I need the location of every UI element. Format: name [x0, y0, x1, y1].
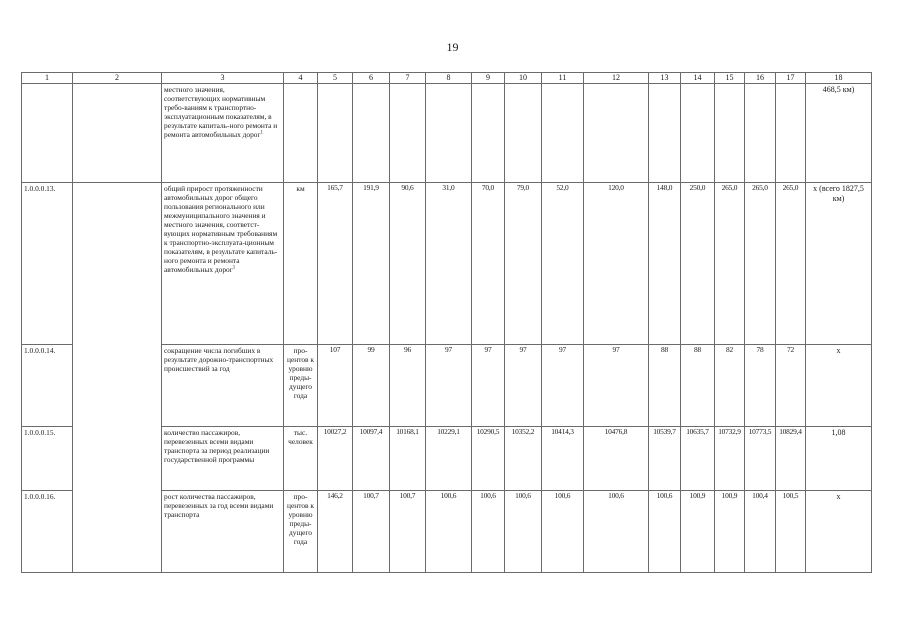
total-value: х [806, 490, 872, 572]
table-row [22, 182, 872, 344]
indicator-value: 107 [318, 344, 353, 426]
indicator-value: 250,0 [681, 182, 715, 344]
indicator-value: 97 [584, 344, 649, 426]
indicator-value: 10097,4 [353, 426, 390, 490]
indicator-value: 10829,4 [776, 426, 806, 490]
footnote-marker: 1 [260, 130, 264, 136]
indicator-value: 100,6 [472, 490, 505, 572]
indicator-value: 96 [390, 344, 426, 426]
column-number: 3 [162, 73, 284, 84]
indicator-id: 1.0.0.0.14. [22, 344, 73, 426]
indicator-value: 100,5 [776, 490, 806, 572]
column-number: 18 [806, 73, 872, 84]
indicator-value [390, 83, 426, 182]
indicator-value: 97 [542, 344, 584, 426]
indicator-value: 191,9 [353, 182, 390, 344]
indicator-value: 78 [745, 344, 776, 426]
indicator-id: 1.0.0.0.13. [22, 182, 73, 344]
column-number: 14 [681, 73, 715, 84]
column-number: 5 [318, 73, 353, 84]
column-number: 11 [542, 73, 584, 84]
indicator-value: 10539,7 [649, 426, 681, 490]
indicator-value [426, 83, 472, 182]
indicator-value: 90,6 [390, 182, 426, 344]
column-number: 9 [472, 73, 505, 84]
indicator-value: 10027,2 [318, 426, 353, 490]
indicator-value: 100,6 [584, 490, 649, 572]
indicator-description [162, 182, 284, 344]
description-text: рост количества пассажиров, перевезенных за год всеми видами транспорта [164, 491, 274, 519]
indicator-value [715, 83, 745, 182]
indicator-value: 70,0 [472, 182, 505, 344]
unit-of-measure: про-центов к уровню преды-дущего года [284, 344, 318, 426]
indicator-value: 265,0 [715, 182, 745, 344]
indicator-value: 10290,5 [472, 426, 505, 490]
indicator-value: 97 [505, 344, 542, 426]
indicator-value: 10732,9 [715, 426, 745, 490]
column-number: 2 [73, 73, 162, 84]
indicator-value: 79,0 [505, 182, 542, 344]
column-number: 4 [284, 73, 318, 84]
indicator-value: 100,6 [649, 490, 681, 572]
indicator-value [745, 83, 776, 182]
indicator-description [162, 490, 284, 572]
indicator-value: 100,6 [505, 490, 542, 572]
indicator-value [472, 83, 505, 182]
indicator-value: 100,7 [390, 490, 426, 572]
indicator-value [542, 83, 584, 182]
description-text: количество пассажиров, перевезенных всеми видами транспорта за период реализации государственной программы [164, 427, 270, 464]
indicator-value: 10635,7 [681, 426, 715, 490]
indicator-value: 265,0 [776, 182, 806, 344]
indicator-value [681, 83, 715, 182]
indicator-value: 10352,2 [505, 426, 542, 490]
indicator-value [505, 83, 542, 182]
indicator-value: 31,0 [426, 182, 472, 344]
indicator-id: 1.0.0.0.15. [22, 426, 73, 490]
indicator-value: 100,9 [681, 490, 715, 572]
indicator-value: 52,0 [542, 182, 584, 344]
indicator-value: 72 [776, 344, 806, 426]
column-number: 8 [426, 73, 472, 84]
indicator-value: 82 [715, 344, 745, 426]
page-number: 19 [446, 40, 459, 54]
indicator-id: 1.0.0.0.16. [22, 490, 73, 572]
indicator-description [162, 344, 284, 426]
indicator-description [162, 83, 284, 182]
column-number-header [22, 73, 872, 84]
description-text: общий прирост протяженности автомобильных дорог общего пользования регионального или межмуниципального значения и местного значения, соответст-вующих нормативным требованиям к транспортно-эксплуата-ционным показателям, в результате капиталь-ного ремонта и ремонта автомобильных дорог [164, 183, 278, 275]
indicator-value: 88 [681, 344, 715, 426]
indicator-value [584, 83, 649, 182]
indicators-table [21, 72, 872, 573]
indicator-value: 148,0 [649, 182, 681, 344]
indicator-value: 100,4 [745, 490, 776, 572]
unit-of-measure: км [284, 182, 318, 344]
indicator-value [353, 83, 390, 182]
column-number: 12 [584, 73, 649, 84]
footnote-marker: 1 [232, 265, 236, 271]
indicator-value: 146,2 [318, 490, 353, 572]
indicator-value: 99 [353, 344, 390, 426]
indicator-value: 100,6 [426, 490, 472, 572]
indicator-value: 120,0 [584, 182, 649, 344]
indicator-value: 10773,5 [745, 426, 776, 490]
indicator-value: 88 [649, 344, 681, 426]
indicator-value: 97 [426, 344, 472, 426]
unit-of-measure: про-центов к уровню преды-дущего года [284, 490, 318, 572]
indicator-id [22, 83, 73, 182]
column-number: 6 [353, 73, 390, 84]
unit-of-measure [284, 83, 318, 182]
indicator-value: 100,6 [542, 490, 584, 572]
row-col-2-cell [73, 182, 162, 572]
table-row [22, 83, 872, 182]
indicator-value: 10476,8 [584, 426, 649, 490]
description-text: местного значения, соответствующих нормативным требо-ваниям к транспортно-эксплуатационным показателям, в результате капиталь-ного ремонта и ремонта автомобильных дорог [164, 84, 278, 139]
indicator-value: 265,0 [745, 182, 776, 344]
indicator-value [776, 83, 806, 182]
indicator-value [318, 83, 353, 182]
indicator-value [649, 83, 681, 182]
total-value: 468,5 км) [806, 83, 872, 182]
indicator-value: 10414,3 [542, 426, 584, 490]
indicator-value: 100,7 [353, 490, 390, 572]
description-text: сокращение числа погибших в результате дорожно-транспортных происшествий за год [164, 345, 274, 373]
indicator-value: 10168,1 [390, 426, 426, 490]
total-value: х (всего 1827,5 км) [806, 182, 872, 344]
column-number: 13 [649, 73, 681, 84]
column-number: 10 [505, 73, 542, 84]
unit-of-measure: тыс. человек [284, 426, 318, 490]
column-number: 1 [22, 73, 73, 84]
column-number: 15 [715, 73, 745, 84]
row-col-2-cell [73, 83, 162, 182]
indicator-value: 97 [472, 344, 505, 426]
indicator-description [162, 426, 284, 490]
column-number: 16 [745, 73, 776, 84]
total-value: 1,08 [806, 426, 872, 490]
column-number: 17 [776, 73, 806, 84]
indicator-value: 100,9 [715, 490, 745, 572]
indicator-value: 10229,1 [426, 426, 472, 490]
column-number: 7 [390, 73, 426, 84]
total-value: х [806, 344, 872, 426]
indicator-value: 165,7 [318, 182, 353, 344]
